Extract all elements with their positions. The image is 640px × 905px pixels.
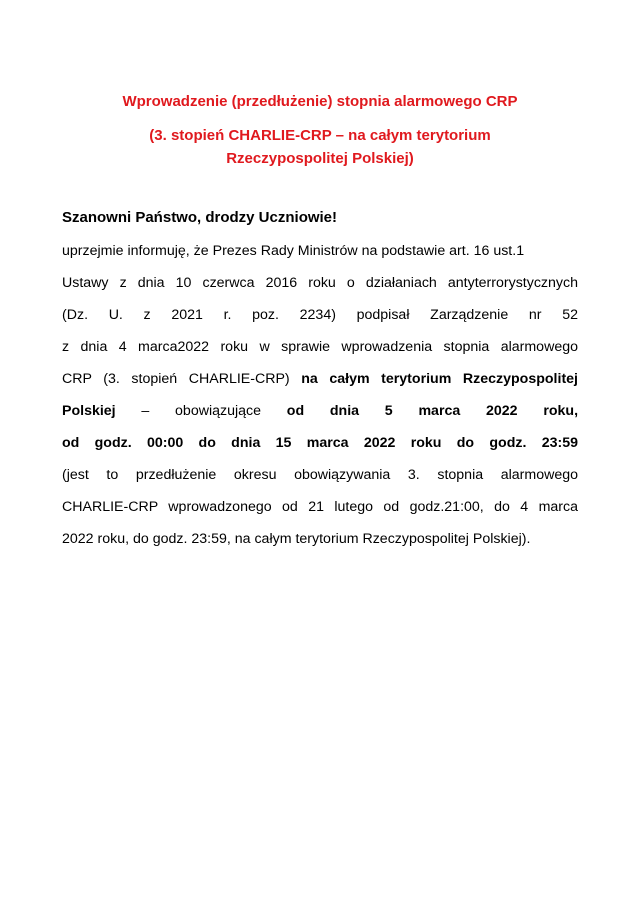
document-title: Wprowadzenie (przedłużenie) stopnia alarmowego CRP (122, 93, 518, 110)
body-line-1: uprzejmie informuję, że Prezes Rady Ministrów na podstawie art. 16 ust.1 (62, 243, 525, 259)
body-line-4: z dnia 4 marca2022 roku w sprawie wprowadzenia stopnia alarmowego (62, 339, 578, 355)
body-line-5-bold: na całym terytorium Rzeczypospolitej (301, 371, 578, 387)
body-line-3: (Dz. U. z 2021 r. poz. 2234) podpisał Zarządzenie nr 52 (62, 307, 578, 323)
greeting: Szanowni Państwo, drodzy Uczniowie! (62, 209, 338, 226)
body-line-6-text: – obowiązujące (115, 403, 287, 419)
body-line-2: Ustawy z dnia 10 czerwca 2016 roku o działaniach antyterrorystycznych (62, 275, 578, 291)
body-line-6 (62, 395, 578, 427)
document-subtitle-line1: (3. stopień CHARLIE-CRP – na całym terytorium (149, 127, 491, 144)
body-line-7: od godz. 00:00 do dnia 15 marca 2022 roku do godz. 23:59 (62, 435, 578, 451)
body-line-9: CHARLIE-CRP wprowadzonego od 21 lutego od godz.21:00, do 4 marca (62, 499, 578, 515)
body-line-8: (jest to przedłużenie okresu obowiązywania 3. stopnia alarmowego (62, 467, 578, 483)
body-line-6-bold-b: od dnia 5 marca 2022 roku, (286, 403, 578, 419)
body-line-10: 2022 roku, do godz. 23:59, na całym terytorium Rzeczypospolitej Polskiej). (62, 531, 531, 547)
body-line-6-bold-a: Polskiej (62, 403, 116, 419)
document-subtitle-line2: Rzeczypospolitej Polskiej) (226, 150, 414, 167)
body-line-5 (62, 363, 578, 395)
body-line-5-text: CRP (3. stopień CHARLIE-CRP) (62, 371, 302, 387)
body-paragraph (62, 235, 578, 555)
